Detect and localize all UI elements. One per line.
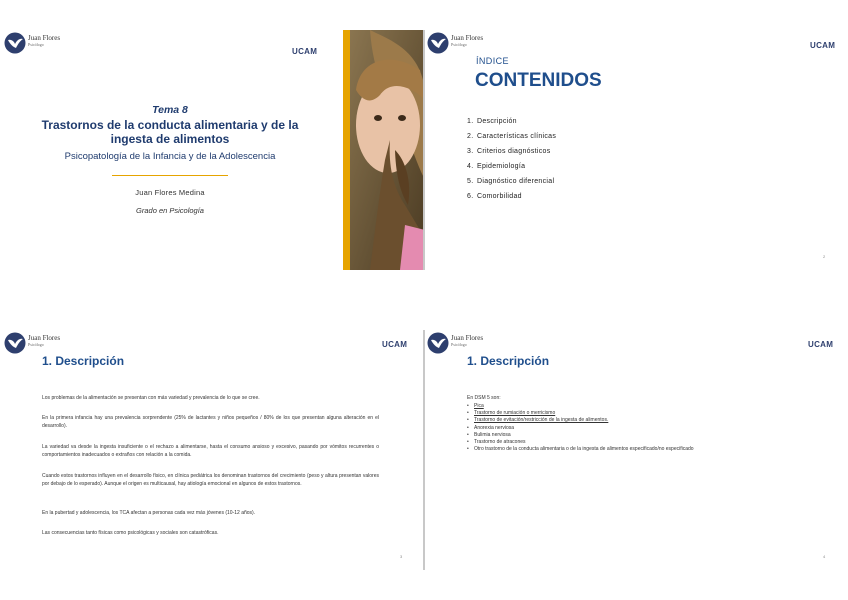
bullet-icon: • [467, 410, 469, 417]
bullet-icon: • [467, 431, 469, 438]
slide-4-description-list[interactable] [425, 330, 848, 570]
brand-logo [4, 32, 60, 54]
topic-number: Tema 8 [152, 104, 188, 116]
contents-item[interactable]: 6. Comorbilidad [467, 193, 522, 200]
paragraph: En la pubertad y adolescencia, los TCA afectan a personas cada vez más jóvenes (10-12 años). [42, 510, 256, 516]
list-item[interactable]: • Trastorno de evitación/restricción de la ingesta de alimentos. [467, 417, 609, 424]
list-item: • Bulimia nerviosa [467, 431, 511, 438]
bullet-icon: • [467, 446, 469, 453]
university-logo: UCAM [292, 47, 318, 56]
brand-subtitle: Psicólogo [451, 342, 467, 347]
brand-logo [427, 32, 483, 54]
dove-icon [4, 32, 26, 54]
course-subtitle: Psicopatología de la Infancia y de la Adolescencia [64, 151, 276, 162]
slide-3-description[interactable] [0, 330, 425, 570]
slide-2-index[interactable] [425, 30, 848, 270]
page-number: 4 [823, 554, 826, 559]
list-item: • Trastorno de atracones [467, 439, 526, 446]
brand-name: Juan Flores [451, 34, 484, 42]
presentation-title: Trastornos de la conducta alimentaria y de la ingesta de alimentos [41, 118, 299, 146]
university-logo: UCAM [382, 340, 408, 349]
bullet-icon: • [467, 439, 469, 446]
list-item[interactable]: • Pica [467, 403, 484, 409]
university-logo: UCAM [810, 41, 836, 50]
disorders-list [467, 403, 694, 453]
list-item[interactable]: • Trastorno de rumiación o merricismo [467, 410, 556, 417]
bullet-icon: • [467, 424, 469, 431]
dove-icon [427, 332, 449, 354]
contents-list [467, 114, 556, 204]
bullet-icon: • [467, 417, 469, 424]
index-title: CONTENIDOS [475, 70, 602, 91]
brand-subtitle: Psicólogo [451, 42, 467, 47]
paragraph: La variedad va desde la ingesta insuficiente o el rechazo a alimentarse, hasta el consumo ansioso y excesivo, pasando por vómitos recurrentes o comportamientos inadecuados o extraños con relación a la comida. [42, 444, 379, 458]
paragraph: Las consecuencias tanto físicas como psicológicas y sociales son catastróficas. [42, 530, 219, 536]
brand-name: Juan Flores [451, 334, 484, 342]
section-title: 1. Descripción [42, 354, 125, 368]
contents-item[interactable]: 1. Descripción [467, 118, 517, 125]
list-intro: En DSM 5 son: [467, 395, 501, 401]
brand-logo [427, 332, 483, 354]
contents-item[interactable]: 4. Epidemiología [467, 163, 526, 170]
degree-name: Grado en Psicología [136, 206, 204, 215]
brand-logo [4, 332, 60, 354]
list-item: • Anorexia nerviosa [467, 424, 515, 431]
section-title: 1. Descripción [467, 354, 550, 368]
page-number: 2 [823, 254, 826, 259]
paragraph: En la primera infancia hay una prevalencia sorprendente (25% de lactantes y niños pequeños / 80% de los que presentan alguna alteración en el desarrollo). [42, 415, 379, 429]
paragraph: Los problemas de la alimentación se presentan con más variedad y prevalencia de lo que se cree. [42, 395, 260, 401]
contents-item[interactable]: 3. Criterios diagnósticos [467, 148, 551, 155]
bullet-icon: • [467, 403, 469, 409]
slide-1-title[interactable] [0, 30, 425, 270]
accent-bar [343, 30, 350, 270]
divider [112, 175, 228, 176]
university-logo: UCAM [808, 340, 834, 349]
page-number: 3 [400, 554, 403, 559]
brand-subtitle: Psicólogo [28, 42, 44, 47]
child-photo-illustration [350, 30, 425, 270]
index-kicker: ÍNDICE [476, 56, 509, 66]
list-item: • Otro trastorno de la conducta alimentaria o de la ingesta de alimentos especificado/no especificado [467, 446, 694, 453]
contents-item[interactable]: 2. Características clínicas [467, 133, 557, 140]
contents-item[interactable]: 5. Diagnóstico diferencial [467, 178, 555, 185]
cover-photo [350, 30, 425, 270]
brand-subtitle: Psicólogo [28, 342, 44, 347]
dove-icon [427, 32, 449, 54]
dove-icon [4, 332, 26, 354]
brand-name: Juan Flores [28, 334, 61, 342]
author-name: Juan Flores Medina [135, 188, 205, 197]
brand-name: Juan Flores [28, 34, 61, 42]
paragraph: Cuando estos trastornos influyen en el desarrollo físico, en clínica pediátrica los denominan trastornos del crecimiento (peso y altura presentan valores por debajo de lo esperado). Aunque el origen es multicausal, hay atiología emocional en algunos de estos trastornos. [42, 473, 379, 487]
